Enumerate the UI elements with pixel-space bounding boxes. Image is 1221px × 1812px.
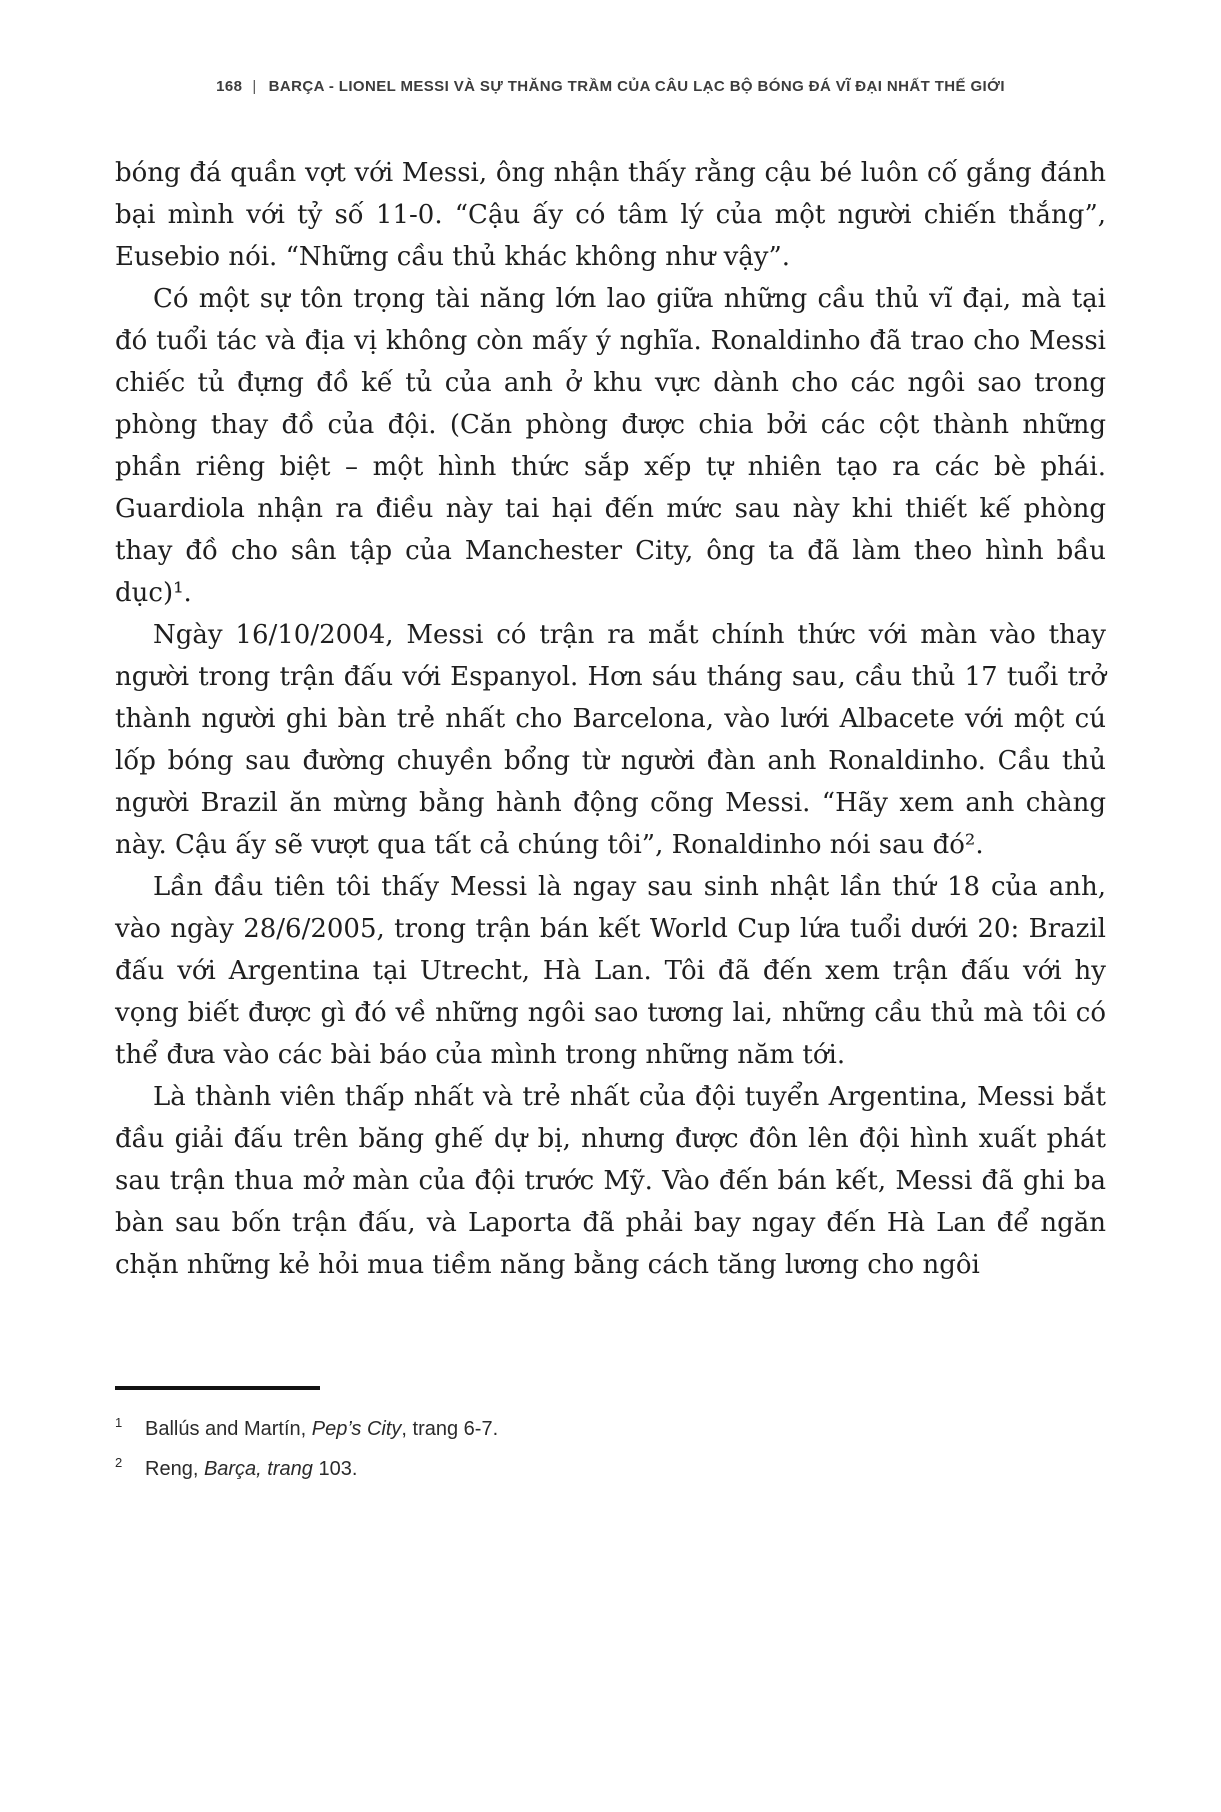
paragraph-continuation: bóng đá quần vợt với Messi, ông nhận thấy rằng cậu bé luôn cố gắng đánh bại mình với tỷ số 11-0. “Cậu ấy có tâm lý của một người chiến thắng”, Eusebio nói. “Những cầu thủ khác không như vậy”.: [115, 158, 1106, 272]
running-header: [0, 78, 1221, 95]
footnote-text: Ballús and Martín,: [145, 1418, 312, 1440]
paragraph: Là thành viên thấp nhất và trẻ nhất của đội tuyển Argentina, Messi bắt đầu giải đấu trên băng ghế dự bị, nhưng được đôn lên đội hình xuất phát sau trận thua mở màn của đội trước Mỹ. Vào đến bán kết, Messi đã ghi ba bàn sau bốn trận đấu, và Laporta đã phải bay ngay đến Hà Lan để ngăn chặn những kẻ hỏi mua tiềm năng bằng cách tăng lương cho ngôi: [115, 1082, 1106, 1280]
paragraph: Ngày 16/10/2004, Messi có trận ra mắt chính thức với màn vào thay người trong trận đấu với Espanyol. Hơn sáu tháng sau, cầu thủ 17 tuổi trở thành người ghi bàn trẻ nhất cho Barcelona, vào lưới Albacete với một cú lốp bóng sau đường chuyền bổng từ người đàn anh Ronaldinho. Cầu thủ người Brazil ăn mừng bằng hành động cõng Messi. “Hãy xem anh chàng này. Cậu ấy sẽ vượt qua tất cả chúng tôi”, Ronaldinho nói sau đó².: [115, 620, 1106, 860]
footnote-book-title: Pep’s City: [311, 1418, 402, 1440]
footnote-text: Reng,: [145, 1458, 204, 1480]
page-body: [115, 152, 1106, 1286]
footnotes-section: [115, 1386, 1106, 1486]
header-separator: |: [252, 78, 257, 95]
footnote-text: 103.: [312, 1458, 358, 1480]
footnote: [115, 1446, 1106, 1486]
footnote-book-title: Barça, trang: [203, 1458, 313, 1480]
footnote-marker: 1: [115, 1415, 123, 1430]
running-title: BARÇA - LIONEL MESSI VÀ SỰ THĂNG TRẦM CỦA CÂU LẠC BỘ BÓNG ĐÁ VĨ ĐẠI NHẤT THẾ GIỚI: [268, 78, 1005, 95]
footnote-text: , trang 6-7.: [401, 1418, 499, 1440]
paragraph: Lần đầu tiên tôi thấy Messi là ngay sau sinh nhật lần thứ 18 của anh, vào ngày 28/6/2005, trong trận bán kết World Cup lứa tuổi dưới 20: Brazil đấu với Argentina tại Utrecht, Hà Lan. Tôi đã đến xem trận đấu với hy vọng biết được gì đó về những ngôi sao tương lai, những cầu thủ mà tôi có thể đưa vào các bài báo của mình trong những năm tới.: [115, 872, 1106, 1070]
footnote-divider: [115, 1386, 320, 1390]
footnote: [115, 1406, 1106, 1446]
footnote-marker: 2: [115, 1455, 123, 1470]
paragraph: Có một sự tôn trọng tài năng lớn lao giữa những cầu thủ vĩ đại, mà tại đó tuổi tác và địa vị không còn mấy ý nghĩa. Ronaldinho đã trao cho Messi chiếc tủ đựng đồ kế tủ của anh ở khu vực dành cho các ngôi sao trong phòng thay đồ của đội. (Căn phòng được chia bởi các cột thành những phần riêng biệt – một hình thức sắp xếp tự nhiên tạo ra các bè phái. Guardiola nhận ra điều này tai hại đến mức sau này khi thiết kế phòng thay đồ cho sân tập của Manchester City, ông ta đã làm theo hình bầu dục)¹.: [115, 284, 1106, 608]
page-number: 168: [216, 78, 243, 95]
